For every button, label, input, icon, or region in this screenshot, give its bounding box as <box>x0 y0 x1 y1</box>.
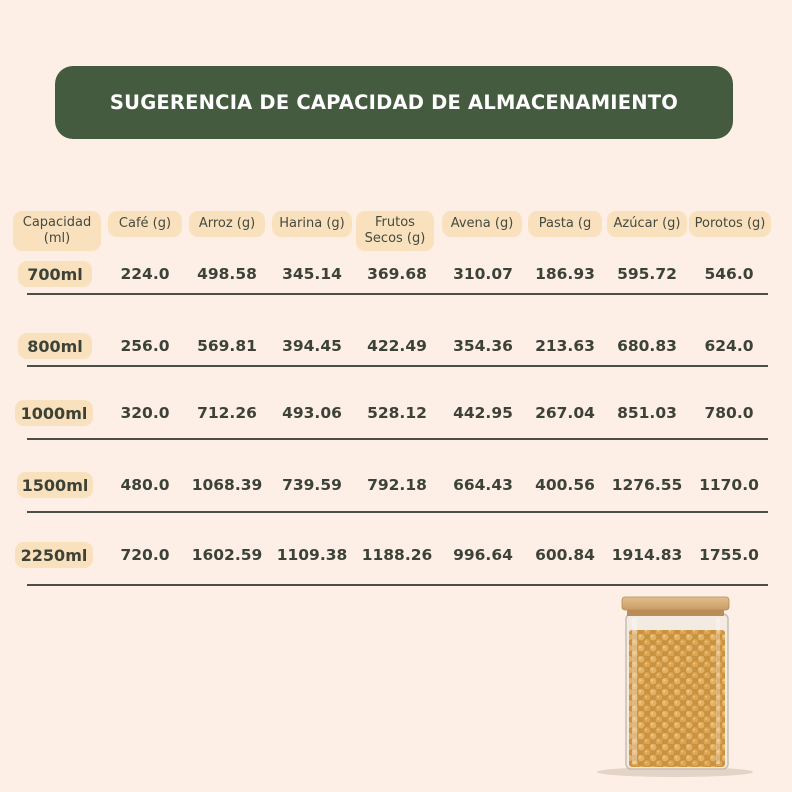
table-cell: 720.0 <box>120 546 170 564</box>
page-title: SUGERENCIA DE CAPACIDAD DE ALMACENAMIENTO <box>109 91 679 114</box>
header-porotos <box>689 211 771 237</box>
row-divider <box>27 584 768 586</box>
header-azucar <box>607 211 687 237</box>
table-cell: 480.0 <box>120 476 170 494</box>
header-frutos-secos-line1: Frutos <box>375 215 415 230</box>
table-cell: 680.83 <box>617 337 677 355</box>
table-cell: 1914.83 <box>611 546 683 564</box>
table-cell: 600.84 <box>535 546 595 564</box>
table-cell: 792.18 <box>367 476 427 494</box>
table-cell: 1276.55 <box>611 476 683 494</box>
table-cell: 712.26 <box>197 404 257 422</box>
table-cell: 624.0 <box>704 337 754 355</box>
header-capacity <box>13 211 101 251</box>
glass-jar-with-chickpeas-icon <box>590 590 760 780</box>
table-cell: 498.58 <box>197 265 257 283</box>
capacity-label: 1500ml <box>21 475 89 495</box>
table-cell: 1755.0 <box>699 546 759 564</box>
table-cell: 224.0 <box>120 265 170 283</box>
header-porotos-label: Porotos (g) <box>694 216 766 231</box>
table-cell: 569.81 <box>197 337 257 355</box>
header-arroz <box>189 211 265 237</box>
table-cell: 369.68 <box>367 265 427 283</box>
header-arroz-label: Arroz (g) <box>198 216 256 231</box>
capacity-label: 1000ml <box>20 403 88 423</box>
capacity-label: 800ml <box>27 336 83 356</box>
table-cell: 1188.26 <box>361 546 433 564</box>
header-avena <box>442 211 522 237</box>
table-cell: 310.07 <box>453 265 513 283</box>
row-divider <box>27 511 768 513</box>
table-cell: 595.72 <box>617 265 677 283</box>
row-divider <box>27 365 768 367</box>
header-pasta-label: Pasta (g <box>538 216 592 231</box>
header-capacity-line2: (ml) <box>43 231 71 246</box>
title-banner <box>55 66 733 139</box>
header-frutos-secos-line2: Secos (g) <box>364 231 426 246</box>
table-cell: 400.56 <box>535 476 595 494</box>
header-frutos-secos <box>356 211 434 251</box>
capacity-label: 700ml <box>27 264 83 284</box>
table-cell: 320.0 <box>120 404 170 422</box>
capacity-pill-2250ml <box>15 542 93 568</box>
table-cell: 528.12 <box>367 404 427 422</box>
capacity-pill-800ml <box>18 333 92 359</box>
header-cafe-label: Café (g) <box>118 216 172 231</box>
capacity-label: 2250ml <box>20 545 88 565</box>
table-cell: 493.06 <box>282 404 342 422</box>
capacity-pill-1000ml <box>15 400 93 426</box>
table-cell: 780.0 <box>704 404 754 422</box>
table-cell: 186.93 <box>535 265 595 283</box>
table-cell: 354.36 <box>453 337 513 355</box>
table-cell: 422.49 <box>367 337 427 355</box>
table-cell: 345.14 <box>282 265 342 283</box>
table-cell: 1068.39 <box>191 476 263 494</box>
row-divider <box>27 293 768 295</box>
table-cell: 546.0 <box>704 265 754 283</box>
table-cell: 1109.38 <box>276 546 348 564</box>
table-cell: 256.0 <box>120 337 170 355</box>
capacity-pill-700ml <box>18 261 92 287</box>
table-cell: 664.43 <box>453 476 513 494</box>
capacity-pill-1500ml <box>17 472 93 498</box>
header-pasta <box>528 211 602 237</box>
header-harina <box>272 211 352 237</box>
table-cell: 394.45 <box>282 337 342 355</box>
table-cell: 267.04 <box>535 404 595 422</box>
row-divider <box>27 438 768 440</box>
header-capacity-line1: Capacidad <box>22 215 92 230</box>
header-harina-label: Harina (g) <box>279 216 345 231</box>
table-cell: 442.95 <box>453 404 513 422</box>
table-cell: 739.59 <box>282 476 342 494</box>
table-cell: 1170.0 <box>699 476 759 494</box>
header-cafe <box>108 211 182 237</box>
table-cell: 1602.59 <box>191 546 263 564</box>
header-avena-label: Avena (g) <box>450 216 514 231</box>
table-cell: 851.03 <box>617 404 677 422</box>
table-cell: 213.63 <box>535 337 595 355</box>
table-cell: 996.64 <box>453 546 513 564</box>
header-azucar-label: Azúcar (g) <box>613 216 681 231</box>
